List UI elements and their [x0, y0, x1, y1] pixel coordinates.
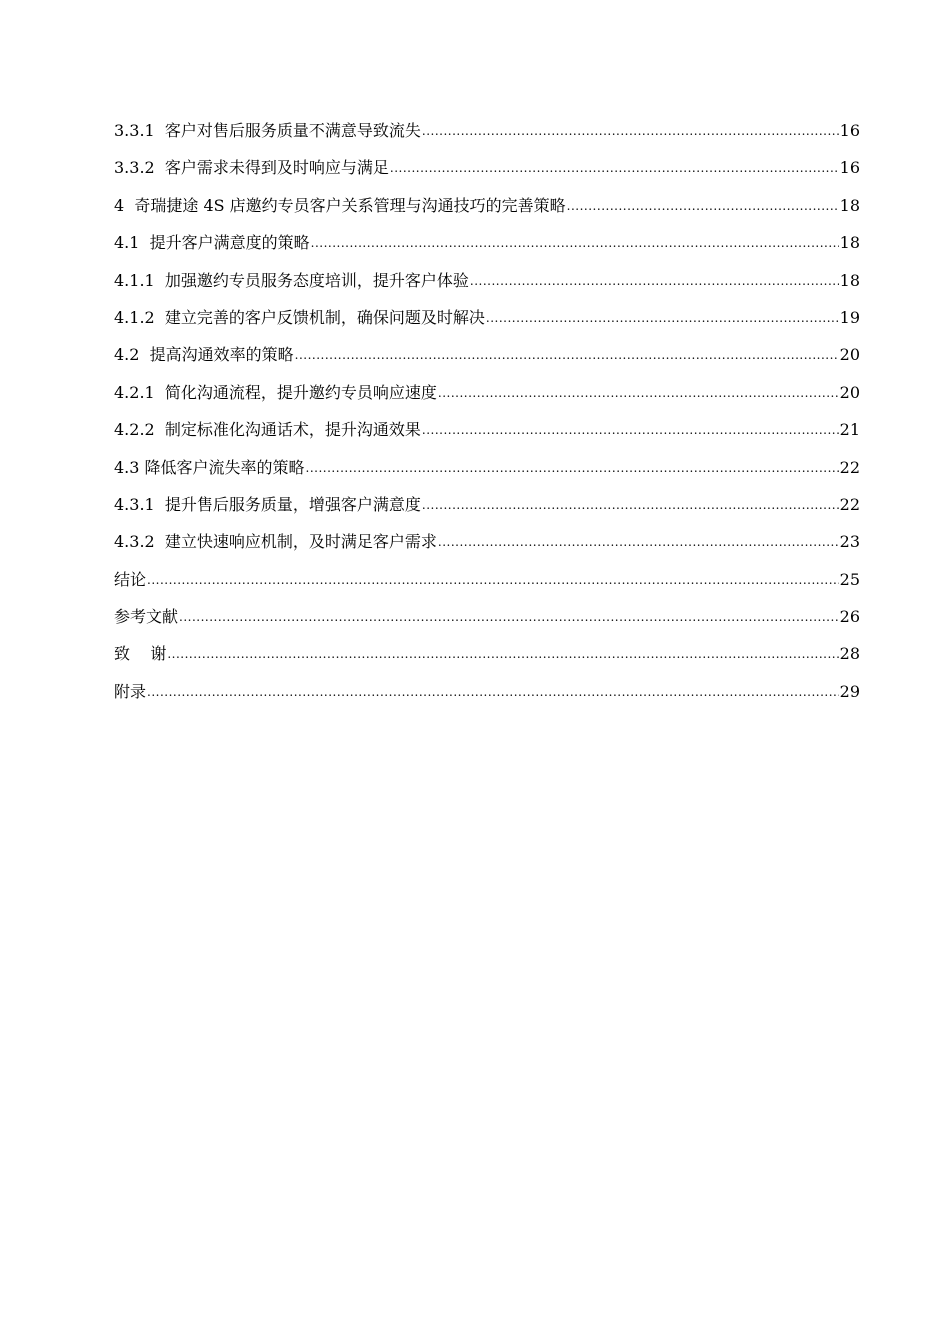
toc-entry-title: 4.2.1 简化沟通流程，提升邀约专员响应速度 [114, 382, 437, 402]
toc-entry-page: 22 [839, 457, 860, 477]
toc-entry[interactable] [114, 304, 860, 341]
toc-entry[interactable] [114, 454, 860, 491]
toc-leader-dots [422, 491, 839, 519]
toc-entry-page: 18 [839, 270, 860, 290]
toc-entry-page: 28 [839, 644, 860, 664]
toc-leader-dots [306, 454, 839, 482]
toc-entry-page: 26 [839, 607, 860, 627]
toc-entry-page: 20 [839, 382, 860, 402]
toc-entry-title: 4.3.1 提升售后服务质量，增强客户满意度 [114, 494, 421, 514]
toc-entry[interactable] [114, 192, 860, 229]
toc-entry-page: 21 [839, 420, 860, 440]
toc-leader-dots [422, 416, 839, 444]
toc-entry[interactable] [114, 341, 860, 378]
toc-entry-page: 20 [839, 345, 860, 365]
toc-entry[interactable] [114, 640, 860, 677]
toc-entry[interactable] [114, 566, 860, 603]
toc-leader-dots [470, 267, 839, 295]
toc-leader-dots [422, 117, 839, 145]
toc-leader-dots [295, 341, 839, 369]
toc-leader-dots [147, 678, 839, 706]
toc-entry[interactable] [114, 154, 860, 191]
toc-entry-page: 25 [839, 569, 860, 589]
toc-entry[interactable] [114, 528, 860, 565]
toc-entry-title: 致 谢 [114, 644, 167, 664]
table-of-contents [114, 117, 860, 715]
toc-entry-title: 4 奇瑞捷途 4S 店邀约专员客户关系管理与沟通技巧的完善策略 [114, 195, 566, 215]
toc-entry[interactable] [114, 379, 860, 416]
toc-entry[interactable] [114, 603, 860, 640]
toc-entry-title: 3.3.1 客户对售后服务质量不满意导致流失 [114, 121, 421, 140]
toc-entry-title: 4.1.1 加强邀约专员服务态度培训，提升客户体验 [114, 270, 469, 290]
toc-entry-title: 结论 [114, 569, 147, 589]
toc-entry-title: 4.1.2 建立完善的客户反馈机制，确保问题及时解决 [114, 307, 485, 327]
toc-leader-dots [438, 528, 839, 556]
toc-entry-title: 4.2 提高沟通效率的策略 [114, 345, 294, 365]
toc-entry-title: 3.3.2 客户需求未得到及时响应与满足 [114, 158, 389, 178]
toc-leader-dots [179, 603, 839, 631]
toc-entry-title: 参考文献 [114, 607, 179, 627]
toc-entry-title: 附录 [114, 681, 147, 701]
toc-leader-dots [167, 640, 838, 668]
toc-leader-dots [567, 192, 839, 220]
toc-entry-title: 4.2.2 制定标准化沟通话术，提升沟通效果 [114, 420, 421, 440]
toc-entry[interactable] [114, 229, 860, 266]
toc-entry-page: 22 [839, 494, 860, 514]
toc-leader-dots [311, 229, 839, 257]
toc-entry-page: 19 [839, 307, 860, 327]
toc-entry[interactable] [114, 416, 860, 453]
toc-entry-page: 18 [839, 195, 860, 215]
toc-leader-dots [438, 379, 839, 407]
toc-entry-page: 23 [839, 532, 860, 552]
toc-entry-page: 16 [839, 121, 860, 140]
toc-entry-title: 4.3.2 建立快速响应机制，及时满足客户需求 [114, 532, 437, 552]
toc-entry[interactable] [114, 117, 860, 154]
toc-entry[interactable] [114, 678, 860, 715]
toc-entry[interactable] [114, 491, 860, 528]
toc-leader-dots [390, 154, 839, 182]
toc-leader-dots [486, 304, 839, 332]
toc-entry-page: 16 [839, 158, 860, 178]
toc-leader-dots [147, 566, 839, 594]
toc-entry-page: 29 [839, 681, 860, 701]
toc-entry[interactable] [114, 267, 860, 304]
toc-entry-title: 4.1 提升客户满意度的策略 [114, 233, 310, 253]
toc-entry-title: 4.3 降低客户流失率的策略 [114, 457, 305, 477]
toc-entry-page: 18 [839, 233, 860, 253]
